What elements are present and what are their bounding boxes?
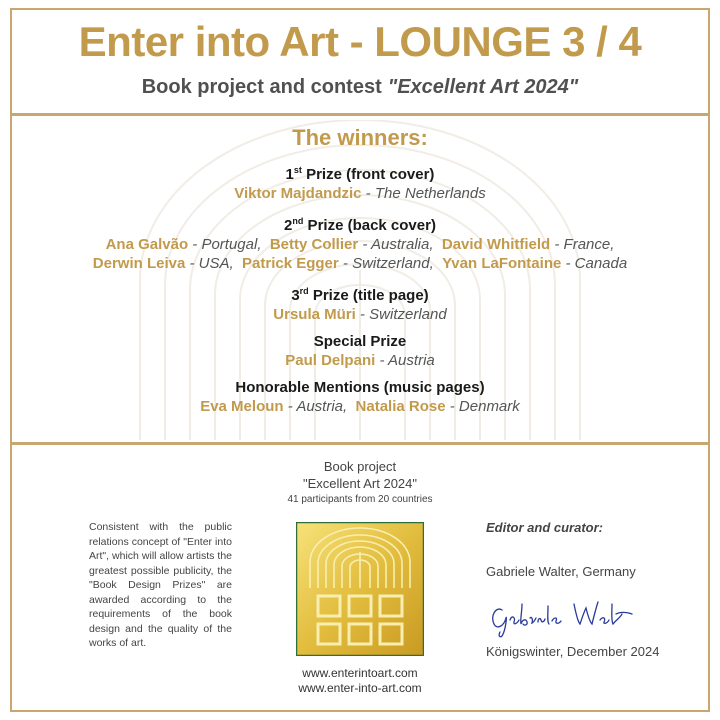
third-prize-label: Prize (title page) — [308, 287, 429, 304]
second-prize-ordinal: 2 — [284, 217, 293, 234]
editor-name: Gabriele Walter, Germany — [486, 564, 636, 579]
winner-country: - Australia, — [358, 236, 434, 253]
first-prize-title — [0, 161, 720, 184]
third-prize-suffix: rd — [299, 286, 309, 296]
second-prize — [0, 212, 720, 273]
place-date: Königswinter, December 2024 — [486, 644, 660, 659]
page-subtitle — [0, 76, 720, 99]
winner-name: Yvan LaFontaine — [442, 255, 562, 272]
editor-label: Editor and curator: — [486, 520, 604, 535]
honorable-mentions-title: Honorable Mentions (music pages) — [235, 379, 485, 396]
project-line-1: Book project — [323, 459, 397, 474]
third-prize-ordinal: 3 — [291, 287, 300, 304]
page-title: Enter into Art - LOUNGE 3 / 4 — [78, 18, 642, 65]
menorah-arches-logo-icon — [296, 522, 424, 656]
website-url-1[interactable]: www.enterintoart.com — [302, 666, 418, 680]
contest-name: "Excellent Art 2024" — [387, 76, 579, 98]
winner-name: Ursula Müri — [273, 306, 356, 323]
project-line-3: 41 participants from 20 countries — [287, 494, 433, 505]
second-prize-suffix: nd — [292, 216, 304, 226]
second-prize-title — [0, 212, 720, 235]
divider-bottom — [10, 442, 710, 445]
first-prize — [0, 161, 720, 203]
winner-name: Eva Meloun — [200, 398, 284, 415]
winner-name: Ana Galvão — [105, 236, 189, 253]
winner-name: Derwin Leiva — [92, 255, 186, 272]
third-prize-winners — [0, 305, 720, 324]
winner-name: David Whitfield — [441, 236, 551, 253]
first-prize-ordinal: 1 — [285, 166, 294, 183]
winner-name: Viktor Majdandzic — [234, 185, 362, 202]
first-prize-label: Prize (front cover) — [301, 166, 435, 183]
third-prize-title — [0, 282, 720, 305]
winner-name: Betty Collier — [269, 236, 359, 253]
winner-country: - Portugal, — [188, 236, 262, 253]
third-prize — [0, 282, 720, 324]
divider-top — [10, 113, 710, 116]
editor-info — [486, 520, 706, 659]
winner-country: - Canada — [561, 255, 628, 272]
first-prize-suffix: st — [293, 165, 302, 175]
project-info — [260, 458, 460, 508]
winner-country: - Switzerland, — [338, 255, 434, 272]
second-prize-label: Prize (back cover) — [303, 217, 436, 234]
special-prize-winners — [0, 351, 720, 370]
winner-country: - Denmark — [445, 398, 520, 415]
subtitle-text: Book project and contest — [141, 76, 382, 98]
honorable-mentions — [0, 379, 720, 416]
pr-concept-text: Consistent with the public relations concept of "Enter into Art", which will allow artists the greatest possible publicity, the "Book Design Prizes" are awarded according to the requirements of the book design and the quality of the works of art. — [89, 521, 232, 649]
winner-name: Paul Delpani — [285, 352, 376, 369]
winner-country: - The Netherlands — [361, 185, 486, 202]
winner-country: - Switzerland — [355, 306, 447, 323]
winner-country: - USA, — [185, 255, 234, 272]
first-prize-winners — [0, 184, 720, 203]
project-line-2: "Excellent Art 2024" — [302, 476, 418, 491]
honorable-mentions-winners — [0, 397, 720, 416]
special-prize-title: Special Prize — [313, 333, 407, 350]
website-url-2[interactable]: www.enter-into-art.com — [298, 681, 422, 695]
special-prize — [0, 333, 720, 370]
website-links — [260, 666, 460, 696]
winner-country: - Austria — [375, 352, 435, 369]
signature-icon — [488, 590, 638, 640]
second-prize-winners-line1 — [0, 235, 720, 254]
winner-country: - France, — [550, 236, 615, 253]
winner-name: Patrick Egger — [242, 255, 339, 272]
winner-name: Natalia Rose — [355, 398, 446, 415]
winner-country: - Austria, — [283, 398, 348, 415]
winners-heading: The winners: — [292, 125, 428, 150]
second-prize-winners-line2 — [0, 254, 720, 273]
winners-section — [0, 125, 720, 425]
